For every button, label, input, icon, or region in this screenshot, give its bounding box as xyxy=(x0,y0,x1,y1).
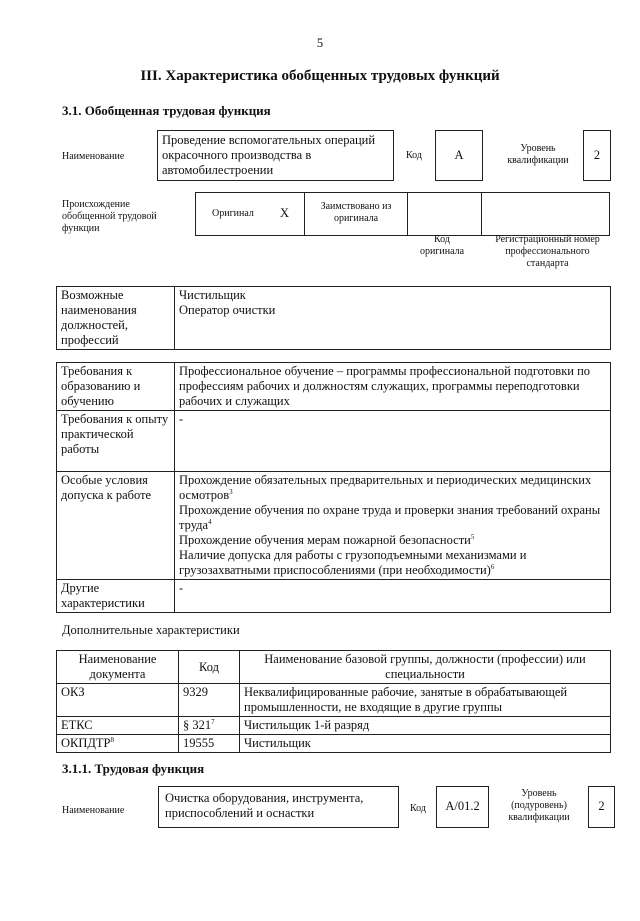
positions-values xyxy=(175,287,611,350)
additional-heading: Дополнительные характеристики xyxy=(62,623,240,637)
row-doc: ОКЗ xyxy=(57,684,179,717)
table-row xyxy=(57,684,611,717)
tf-code-value: A/01.2 xyxy=(445,799,480,813)
table-row xyxy=(57,717,611,735)
row-name: Чистильщик 1-й разряд xyxy=(240,717,611,735)
section-title: III. Характеристика обобщенных трудовых функций xyxy=(140,68,500,84)
row-doc: ОКПДТР$^8$ xyxy=(57,735,179,753)
reg-number-label: Регистрационный номер профессионального стандарта xyxy=(495,234,600,269)
code-original-label: Код оригинала xyxy=(419,234,465,257)
table-row xyxy=(57,735,611,753)
positions-table xyxy=(56,286,611,350)
special-values xyxy=(175,472,611,580)
original-label: Оригинал xyxy=(212,208,254,219)
other-value: - xyxy=(175,580,611,613)
experience-value: - xyxy=(175,411,611,472)
gtf-level-box xyxy=(583,130,611,181)
borrowed-label: Заимствовано из оригинала xyxy=(320,201,392,224)
tf-level-value: 2 xyxy=(598,799,605,813)
origin-divider xyxy=(407,193,408,235)
special-item: Прохождение обязательных предварительных и периодических медицинских осмотров$^3$ xyxy=(179,473,592,502)
tf-code-box xyxy=(436,786,489,828)
row-code: 9329 xyxy=(179,684,240,717)
additional-table xyxy=(56,650,611,753)
tf-name-label: Наименование xyxy=(62,805,125,816)
experience-label: Требования к опыту практической работы xyxy=(57,411,175,472)
gtf-name-box xyxy=(157,130,394,181)
positions-label: Возможные наименования должностей, профессий xyxy=(57,287,175,350)
other-label: Другие характеристики xyxy=(57,580,175,613)
row-doc: ЕТКС xyxy=(57,717,179,735)
special-item: Прохождение обучения по охране труда и проверки знания требований охраны труда$^4$ xyxy=(179,503,601,532)
education-label: Требования к образованию и обучению xyxy=(57,363,175,411)
page-number: 5 xyxy=(316,36,324,50)
row-code: § $321^7$ xyxy=(179,717,240,735)
gtf-name-label: Наименование xyxy=(62,151,125,162)
gtf-heading: 3.1. Обобщенная трудовая функция xyxy=(62,103,271,118)
gtf-level-label: Уровень квалификации xyxy=(507,143,569,166)
gtf-code-label: Код xyxy=(406,150,422,161)
col-name-header: Наименование базовой группы, должности (профессии) или специальности xyxy=(240,651,611,684)
origin-divider xyxy=(304,193,305,235)
special-label: Особые условия допуска к работе xyxy=(57,472,175,580)
gtf-level-value: 2 xyxy=(593,148,601,162)
row-name: Неквалифицированные рабочие, занятые в обрабатывающей промышленности, не входящие в другие группы xyxy=(240,684,611,717)
position-item: Чистильщик xyxy=(179,288,246,302)
position-item: Оператор очистки xyxy=(179,303,276,317)
original-mark: X xyxy=(280,206,290,220)
special-item: Прохождение обучения мерам пожарной безопасности$^5$ xyxy=(179,532,475,547)
tf-level-label: Уровень (подуровень) квалификации xyxy=(508,788,570,823)
origin-divider xyxy=(481,193,482,235)
gtf-code-box xyxy=(435,130,483,181)
tf-heading: 3.1.1. Трудовая функция xyxy=(62,761,205,776)
gtf-code-value: A xyxy=(454,148,464,162)
col-doc-header: Наименование документа xyxy=(57,651,179,684)
tf-level-box xyxy=(588,786,615,828)
tf-name-box xyxy=(158,786,399,828)
special-item: Наличие допуска для работы с грузоподъемными механизмами и грузозахватными приспособлениями (при необходимости)$^6$ xyxy=(179,548,527,577)
education-value: Профессиональное обучение – программы профессиональной подготовки по профессиям рабочих и должностям служащих, программы переподготовки рабочих и служащих xyxy=(175,363,611,411)
col-code-header: Код xyxy=(179,651,240,684)
gtf-origin-label: Происхождение обобщенной трудовой функции xyxy=(62,199,157,234)
gtf-name-value: Проведение вспомогательных операций окрасочного производства в автомобилестроении xyxy=(162,133,376,177)
row-name: Чистильщик xyxy=(240,735,611,753)
tf-code-label: Код xyxy=(410,803,426,814)
origin-table xyxy=(195,192,610,236)
row-code: 19555 xyxy=(179,735,240,753)
requirements-table xyxy=(56,362,611,613)
tf-name-value: Очистка оборудования, инструмента, приспособлений и оснастки xyxy=(165,791,364,820)
